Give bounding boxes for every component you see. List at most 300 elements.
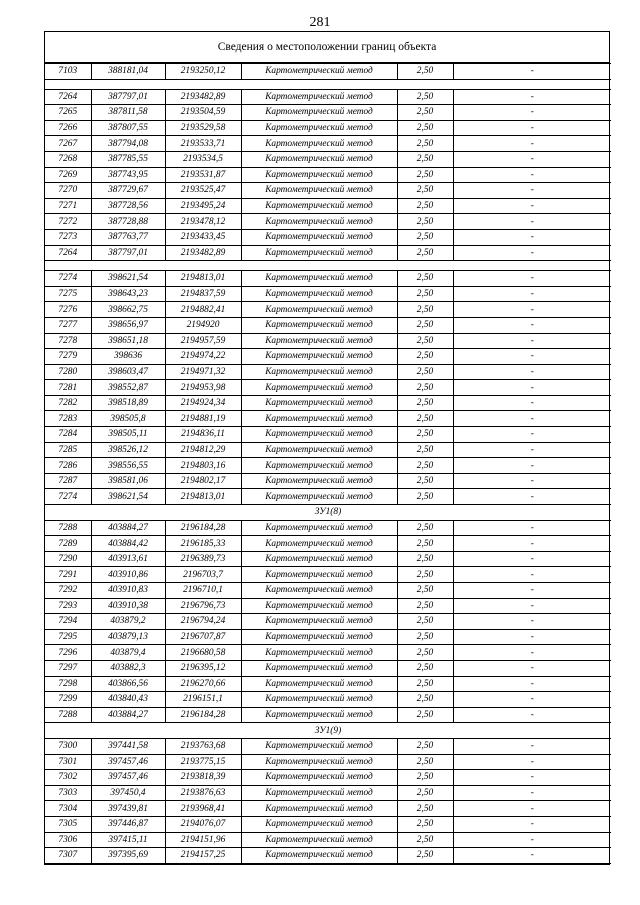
point-number-cell: 7268: [45, 151, 91, 167]
y-coordinate-cell: 2194882,41: [165, 302, 241, 318]
x-coordinate-cell: 387811,58: [91, 105, 165, 121]
accuracy-cell: 2,50: [397, 520, 453, 536]
y-coordinate-cell: 2196794,24: [165, 614, 241, 630]
accuracy-cell: 2,50: [397, 120, 453, 136]
table-row: [45, 245, 611, 261]
x-coordinate-cell: 398603,47: [91, 364, 165, 380]
method-cell: Картометрический метод: [241, 317, 397, 333]
x-coordinate-cell: 397439,81: [91, 801, 165, 817]
description-cell: -: [453, 707, 611, 723]
coordinates-sheet: [44, 31, 610, 865]
table-row: [45, 271, 611, 287]
y-coordinate-cell: 2196270,66: [165, 676, 241, 692]
point-number-cell: 7264: [45, 89, 91, 105]
table-row: [45, 536, 611, 552]
table-row: [45, 770, 611, 786]
y-coordinate-cell: 2196710,1: [165, 583, 241, 599]
y-coordinate-cell: 2196389,73: [165, 551, 241, 567]
description-cell: -: [453, 801, 611, 817]
y-coordinate-cell: 2194157,25: [165, 848, 241, 864]
section-header-row: [45, 505, 611, 521]
method-cell: Картометрический метод: [241, 395, 397, 411]
description-cell: -: [453, 395, 611, 411]
y-coordinate-cell: 2194813,01: [165, 271, 241, 287]
accuracy-cell: 2,50: [397, 629, 453, 645]
description-cell: -: [453, 183, 611, 199]
description-cell: -: [453, 349, 611, 365]
x-coordinate-cell: 387797,01: [91, 89, 165, 105]
accuracy-cell: 2,50: [397, 302, 453, 318]
table-row: [45, 380, 611, 396]
x-coordinate-cell: 398662,75: [91, 302, 165, 318]
y-coordinate-cell: 2193478,12: [165, 214, 241, 230]
description-cell: -: [453, 105, 611, 121]
x-coordinate-cell: 398526,12: [91, 442, 165, 458]
point-number-cell: 7298: [45, 676, 91, 692]
point-number-cell: 7283: [45, 411, 91, 427]
x-coordinate-cell: 388181,04: [91, 64, 165, 80]
method-cell: Картометрический метод: [241, 286, 397, 302]
table-row: [45, 442, 611, 458]
description-cell: -: [453, 489, 611, 505]
description-cell: -: [453, 692, 611, 708]
description-cell: -: [453, 317, 611, 333]
point-number-cell: 7266: [45, 120, 91, 136]
separator-cell: [45, 261, 611, 271]
point-number-cell: 7287: [45, 473, 91, 489]
point-number-cell: 7289: [45, 536, 91, 552]
description-cell: -: [453, 442, 611, 458]
method-cell: Картометрический метод: [241, 427, 397, 443]
table-row: [45, 848, 611, 864]
table-row: [45, 676, 611, 692]
accuracy-cell: 2,50: [397, 136, 453, 152]
y-coordinate-cell: 2194803,16: [165, 458, 241, 474]
description-cell: -: [453, 629, 611, 645]
accuracy-cell: 2,50: [397, 583, 453, 599]
method-cell: Картометрический метод: [241, 645, 397, 661]
group-separator-row: [45, 79, 611, 89]
method-cell: Картометрический метод: [241, 151, 397, 167]
method-cell: Картометрический метод: [241, 738, 397, 754]
method-cell: Картометрический метод: [241, 660, 397, 676]
x-coordinate-cell: 387794,08: [91, 136, 165, 152]
description-cell: -: [453, 229, 611, 245]
description-cell: -: [453, 364, 611, 380]
table-row: [45, 151, 611, 167]
description-cell: -: [453, 848, 611, 864]
accuracy-cell: 2,50: [397, 411, 453, 427]
y-coordinate-cell: 2194836,11: [165, 427, 241, 443]
accuracy-cell: 2,50: [397, 458, 453, 474]
section-label: ЗУ1(8): [45, 505, 611, 521]
accuracy-cell: 2,50: [397, 395, 453, 411]
table-row: [45, 317, 611, 333]
method-cell: Картометрический метод: [241, 183, 397, 199]
x-coordinate-cell: 398552,87: [91, 380, 165, 396]
description-cell: -: [453, 583, 611, 599]
accuracy-cell: 2,50: [397, 333, 453, 349]
y-coordinate-cell: 2196151,1: [165, 692, 241, 708]
table-row: [45, 286, 611, 302]
accuracy-cell: 2,50: [397, 271, 453, 287]
point-number-cell: 7295: [45, 629, 91, 645]
point-number-cell: 7275: [45, 286, 91, 302]
method-cell: Картометрический метод: [241, 551, 397, 567]
table-row: [45, 105, 611, 121]
x-coordinate-cell: 397457,46: [91, 754, 165, 770]
method-cell: Картометрический метод: [241, 567, 397, 583]
method-cell: Картометрический метод: [241, 214, 397, 230]
page-number: 281: [309, 15, 331, 30]
point-number-cell: 7279: [45, 349, 91, 365]
accuracy-cell: 2,50: [397, 489, 453, 505]
method-cell: Картометрический метод: [241, 754, 397, 770]
table-row: [45, 167, 611, 183]
method-cell: Картометрический метод: [241, 598, 397, 614]
accuracy-cell: 2,50: [397, 598, 453, 614]
description-cell: -: [453, 816, 611, 832]
y-coordinate-cell: 2194802,17: [165, 473, 241, 489]
section-label: ЗУ1(9): [45, 723, 611, 739]
point-number-cell: 7265: [45, 105, 91, 121]
table-row: [45, 598, 611, 614]
method-cell: Картометрический метод: [241, 614, 397, 630]
accuracy-cell: 2,50: [397, 645, 453, 661]
point-number-cell: 7274: [45, 271, 91, 287]
accuracy-cell: 2,50: [397, 151, 453, 167]
table-row: [45, 489, 611, 505]
description-cell: -: [453, 89, 611, 105]
x-coordinate-cell: 403910,86: [91, 567, 165, 583]
method-cell: Картометрический метод: [241, 629, 397, 645]
method-cell: Картометрический метод: [241, 271, 397, 287]
point-number-cell: 7264: [45, 245, 91, 261]
table-row: [45, 629, 611, 645]
point-number-cell: 7303: [45, 785, 91, 801]
x-coordinate-cell: 387743,95: [91, 167, 165, 183]
x-coordinate-cell: 387728,56: [91, 198, 165, 214]
method-cell: Картометрический метод: [241, 64, 397, 80]
description-cell: -: [453, 551, 611, 567]
description-cell: -: [453, 645, 611, 661]
point-number-cell: 7267: [45, 136, 91, 152]
point-number-cell: 7280: [45, 364, 91, 380]
accuracy-cell: 2,50: [397, 442, 453, 458]
table-row: [45, 427, 611, 443]
accuracy-cell: 2,50: [397, 427, 453, 443]
point-number-cell: 7301: [45, 754, 91, 770]
accuracy-cell: 2,50: [397, 567, 453, 583]
y-coordinate-cell: 2193529,58: [165, 120, 241, 136]
y-coordinate-cell: 2193763,68: [165, 738, 241, 754]
x-coordinate-cell: 387729,67: [91, 183, 165, 199]
point-number-cell: 7271: [45, 198, 91, 214]
y-coordinate-cell: 2193495,24: [165, 198, 241, 214]
y-coordinate-cell: 2193250,12: [165, 64, 241, 80]
point-number-cell: 7281: [45, 380, 91, 396]
x-coordinate-cell: 387728,88: [91, 214, 165, 230]
table-row: [45, 349, 611, 365]
accuracy-cell: 2,50: [397, 105, 453, 121]
method-cell: Картометрический метод: [241, 229, 397, 245]
description-cell: -: [453, 380, 611, 396]
table-row: [45, 183, 611, 199]
method-cell: Картометрический метод: [241, 120, 397, 136]
accuracy-cell: 2,50: [397, 183, 453, 199]
description-cell: -: [453, 536, 611, 552]
table-row: [45, 551, 611, 567]
point-number-cell: 7291: [45, 567, 91, 583]
x-coordinate-cell: 403910,38: [91, 598, 165, 614]
method-cell: Картометрический метод: [241, 801, 397, 817]
method-cell: Картометрический метод: [241, 707, 397, 723]
description-cell: -: [453, 427, 611, 443]
y-coordinate-cell: 2193433,45: [165, 229, 241, 245]
table-row: [45, 89, 611, 105]
y-coordinate-cell: 2196184,28: [165, 707, 241, 723]
x-coordinate-cell: 398556,55: [91, 458, 165, 474]
x-coordinate-cell: 398643,23: [91, 286, 165, 302]
accuracy-cell: 2,50: [397, 707, 453, 723]
x-coordinate-cell: 403913,61: [91, 551, 165, 567]
y-coordinate-cell: 2194881,19: [165, 411, 241, 427]
method-cell: Картометрический метод: [241, 364, 397, 380]
table-row: [45, 198, 611, 214]
point-number-cell: 7288: [45, 707, 91, 723]
table-row: [45, 785, 611, 801]
description-cell: -: [453, 120, 611, 136]
separator-cell: [45, 79, 611, 89]
accuracy-cell: 2,50: [397, 380, 453, 396]
method-cell: Картометрический метод: [241, 848, 397, 864]
accuracy-cell: 2,50: [397, 214, 453, 230]
description-cell: -: [453, 214, 611, 230]
x-coordinate-cell: 398518,89: [91, 395, 165, 411]
point-number-cell: 7276: [45, 302, 91, 318]
method-cell: Картометрический метод: [241, 380, 397, 396]
x-coordinate-cell: 403884,27: [91, 520, 165, 536]
table-row: [45, 214, 611, 230]
description-cell: -: [453, 614, 611, 630]
method-cell: Картометрический метод: [241, 245, 397, 261]
table-row: [45, 832, 611, 848]
x-coordinate-cell: 398581,06: [91, 473, 165, 489]
y-coordinate-cell: 2193876,63: [165, 785, 241, 801]
x-coordinate-cell: 403884,42: [91, 536, 165, 552]
method-cell: Картометрический метод: [241, 302, 397, 318]
y-coordinate-cell: 2194812,29: [165, 442, 241, 458]
table-row: [45, 816, 611, 832]
x-coordinate-cell: 398651,18: [91, 333, 165, 349]
method-cell: Картометрический метод: [241, 105, 397, 121]
table-row: [45, 614, 611, 630]
accuracy-cell: 2,50: [397, 785, 453, 801]
y-coordinate-cell: 2193775,15: [165, 754, 241, 770]
point-number-cell: 7284: [45, 427, 91, 443]
method-cell: Картометрический метод: [241, 473, 397, 489]
section-header-row: [45, 723, 611, 739]
accuracy-cell: 2,50: [397, 229, 453, 245]
point-number-cell: 7299: [45, 692, 91, 708]
x-coordinate-cell: 387785,55: [91, 151, 165, 167]
method-cell: Картометрический метод: [241, 167, 397, 183]
point-number-cell: 7290: [45, 551, 91, 567]
accuracy-cell: 2,50: [397, 551, 453, 567]
x-coordinate-cell: 387797,01: [91, 245, 165, 261]
y-coordinate-cell: 2193482,89: [165, 245, 241, 261]
point-number-cell: 7288: [45, 520, 91, 536]
point-number-cell: 7278: [45, 333, 91, 349]
y-coordinate-cell: 2193818,39: [165, 770, 241, 786]
method-cell: Картометрический метод: [241, 489, 397, 505]
accuracy-cell: 2,50: [397, 614, 453, 630]
method-cell: Картометрический метод: [241, 816, 397, 832]
accuracy-cell: 2,50: [397, 660, 453, 676]
description-cell: -: [453, 333, 611, 349]
table-row: [45, 120, 611, 136]
description-cell: -: [453, 167, 611, 183]
method-cell: Картометрический метод: [241, 458, 397, 474]
x-coordinate-cell: 403884,27: [91, 707, 165, 723]
table-row: [45, 411, 611, 427]
accuracy-cell: 2,50: [397, 816, 453, 832]
y-coordinate-cell: 2193534,5: [165, 151, 241, 167]
y-coordinate-cell: 2194151,96: [165, 832, 241, 848]
point-number-cell: 7293: [45, 598, 91, 614]
y-coordinate-cell: 2196707,87: [165, 629, 241, 645]
accuracy-cell: 2,50: [397, 167, 453, 183]
x-coordinate-cell: 403879,2: [91, 614, 165, 630]
point-number-cell: 7302: [45, 770, 91, 786]
accuracy-cell: 2,50: [397, 349, 453, 365]
accuracy-cell: 2,50: [397, 64, 453, 80]
table-row: [45, 707, 611, 723]
point-number-cell: 7285: [45, 442, 91, 458]
point-number-cell: 7269: [45, 167, 91, 183]
y-coordinate-cell: 2196680,58: [165, 645, 241, 661]
y-coordinate-cell: 2194076,07: [165, 816, 241, 832]
accuracy-cell: 2,50: [397, 198, 453, 214]
description-cell: -: [453, 411, 611, 427]
y-coordinate-cell: 2194971,32: [165, 364, 241, 380]
method-cell: Картометрический метод: [241, 333, 397, 349]
x-coordinate-cell: 403910,83: [91, 583, 165, 599]
description-cell: -: [453, 567, 611, 583]
y-coordinate-cell: 2194974,22: [165, 349, 241, 365]
accuracy-cell: 2,50: [397, 692, 453, 708]
point-number-cell: 7270: [45, 183, 91, 199]
method-cell: Картометрический метод: [241, 676, 397, 692]
accuracy-cell: 2,50: [397, 848, 453, 864]
y-coordinate-cell: 2193533,71: [165, 136, 241, 152]
y-coordinate-cell: 2193531,87: [165, 167, 241, 183]
description-cell: -: [453, 198, 611, 214]
point-number-cell: 7292: [45, 583, 91, 599]
description-cell: -: [453, 770, 611, 786]
coordinates-table-body: [45, 64, 611, 864]
x-coordinate-cell: 403879,4: [91, 645, 165, 661]
table-row: [45, 395, 611, 411]
description-cell: -: [453, 271, 611, 287]
coordinates-table: [45, 63, 611, 864]
description-cell: -: [453, 660, 611, 676]
point-number-cell: 7286: [45, 458, 91, 474]
x-coordinate-cell: 403879,13: [91, 629, 165, 645]
description-cell: -: [453, 64, 611, 80]
accuracy-cell: 2,50: [397, 364, 453, 380]
description-cell: -: [453, 832, 611, 848]
description-cell: -: [453, 136, 611, 152]
accuracy-cell: 2,50: [397, 770, 453, 786]
y-coordinate-cell: 2196185,33: [165, 536, 241, 552]
method-cell: Картометрический метод: [241, 136, 397, 152]
point-number-cell: 7274: [45, 489, 91, 505]
x-coordinate-cell: 387763,77: [91, 229, 165, 245]
description-cell: -: [453, 676, 611, 692]
table-row: [45, 754, 611, 770]
point-number-cell: 7282: [45, 395, 91, 411]
x-coordinate-cell: 397457,46: [91, 770, 165, 786]
method-cell: Картометрический метод: [241, 520, 397, 536]
description-cell: -: [453, 598, 611, 614]
table-row: [45, 229, 611, 245]
method-cell: Картометрический метод: [241, 536, 397, 552]
x-coordinate-cell: 397446,87: [91, 816, 165, 832]
y-coordinate-cell: 2194957,59: [165, 333, 241, 349]
x-coordinate-cell: 398505,11: [91, 427, 165, 443]
description-cell: -: [453, 520, 611, 536]
method-cell: Картометрический метод: [241, 89, 397, 105]
description-cell: -: [453, 473, 611, 489]
table-row: [45, 583, 611, 599]
method-cell: Картометрический метод: [241, 692, 397, 708]
point-number-cell: 7304: [45, 801, 91, 817]
x-coordinate-cell: 403840,43: [91, 692, 165, 708]
accuracy-cell: 2,50: [397, 832, 453, 848]
point-number-cell: 7272: [45, 214, 91, 230]
point-number-cell: 7294: [45, 614, 91, 630]
accuracy-cell: 2,50: [397, 317, 453, 333]
accuracy-cell: 2,50: [397, 286, 453, 302]
table-caption: Сведения о местоположении границ объекта: [45, 32, 609, 63]
x-coordinate-cell: 397450,4: [91, 785, 165, 801]
accuracy-cell: 2,50: [397, 89, 453, 105]
y-coordinate-cell: 2194837,59: [165, 286, 241, 302]
table-row: [45, 302, 611, 318]
description-cell: -: [453, 754, 611, 770]
y-coordinate-cell: 2194924,34: [165, 395, 241, 411]
description-cell: -: [453, 785, 611, 801]
y-coordinate-cell: 2194953,98: [165, 380, 241, 396]
method-cell: Картометрический метод: [241, 442, 397, 458]
point-number-cell: 7296: [45, 645, 91, 661]
table-row: [45, 333, 611, 349]
method-cell: Картометрический метод: [241, 411, 397, 427]
table-row: [45, 645, 611, 661]
x-coordinate-cell: 403882,3: [91, 660, 165, 676]
accuracy-cell: 2,50: [397, 245, 453, 261]
y-coordinate-cell: 2193504,59: [165, 105, 241, 121]
point-number-cell: 7297: [45, 660, 91, 676]
method-cell: Картометрический метод: [241, 583, 397, 599]
table-row: [45, 801, 611, 817]
x-coordinate-cell: 398656,97: [91, 317, 165, 333]
group-separator-row: [45, 261, 611, 271]
table-row: [45, 473, 611, 489]
table-row: [45, 660, 611, 676]
point-number-cell: 7307: [45, 848, 91, 864]
